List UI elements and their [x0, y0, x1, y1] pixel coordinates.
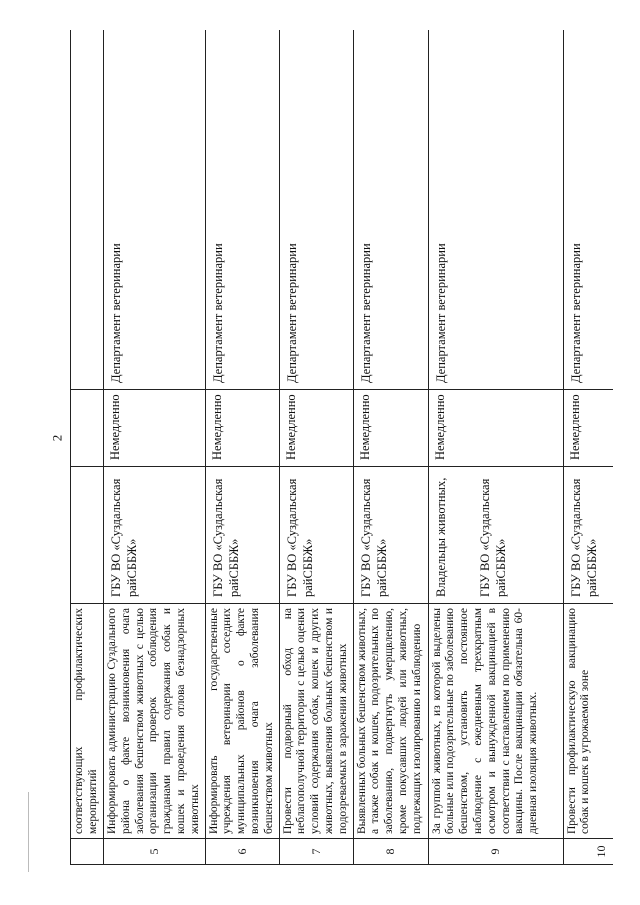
org-line: ГБУ ВО «Суздальская райСББЖ» — [568, 478, 599, 597]
row-term: Немедленно — [205, 390, 279, 467]
row-action: Информировать администрацию Суздального района о факте возникновения очага заболевания бешенством животных с целью организации проверок соблюдения гражданами правил содержания собак и кошек и проведения отлова безнадзорных животных — [104, 604, 206, 839]
row-action: соответствующих профилактических мероприятий — [71, 604, 104, 839]
page-number: 2 — [49, 434, 65, 442]
org-spacer — [449, 473, 477, 597]
row-responsible: Департамент ветеринарии — [353, 30, 428, 390]
table-row — [205, 30, 279, 865]
table-row — [428, 30, 563, 865]
table-row — [353, 30, 428, 865]
row-action: За группой животных, из которой выделены больные или подозрительные по заболеванию бешенством, установить постоянное наблюдение с ежедневным трехкратным осмотром и вынужденной вакцинацией в соответствии с наставлением по применению вакцины. После вакцинации обязательна 60-дневная изоляция животных. — [428, 604, 563, 839]
org-line: ГБУ ВО «Суздальская райСББЖ» — [284, 478, 315, 597]
row-responsible: Департамент ветеринарии — [428, 30, 563, 390]
row-responsible: Департамент ветеринарии — [205, 30, 279, 390]
row-number: 8 — [353, 839, 428, 865]
org-line: ГБУ ВО «Суздальская райСББЖ» — [109, 478, 140, 597]
measures-table — [70, 30, 613, 865]
row-org — [279, 467, 353, 604]
org-line: ГБУ ВО «Суздальская райСББЖ» — [358, 478, 389, 597]
row-action: Провести подворный обход на неблагополучной территории с целью оценки условий содержания собак, кошек и других животных, выявления больных бешенством и подозреваемых в заражении животных — [279, 604, 353, 839]
row-number: 6 — [205, 839, 279, 865]
row-term: Немедленно — [563, 390, 613, 467]
row-term: Немедленно — [279, 390, 353, 467]
row-action: Выявленных больных бешенством животных, а также собак и кошек, подозрительных по заболеванию, подвергнуть умерщвлению, кроме покусавших людей или животных, подлежащих изолированию и наблюдению — [353, 604, 428, 839]
row-org — [104, 467, 206, 604]
org-line: ГБУ ВО «Суздальская райСББЖ» — [477, 478, 509, 597]
table-row — [279, 30, 353, 865]
table-row — [104, 30, 206, 865]
row-org — [71, 467, 104, 604]
row-number: 7 — [279, 839, 353, 865]
row-responsible: Департамент ветеринарии — [563, 30, 613, 390]
rotated-page — [70, 30, 613, 865]
row-org — [353, 467, 428, 604]
margin-mark — [28, 792, 29, 872]
org-line: Владельцы животных, — [433, 477, 448, 597]
table-row — [563, 30, 613, 865]
row-responsible: Департамент ветеринарии — [279, 30, 353, 390]
row-term: Немедленно — [104, 390, 206, 467]
row-responsible: Департамент ветеринарии — [104, 30, 206, 390]
table-viewport — [70, 30, 613, 865]
row-term: Немедленно — [428, 390, 563, 467]
row-number — [71, 839, 104, 865]
row-action: Информировать государственные учреждения ветеринарии соседних муниципальных районов о факте возникновения очага заболевания бешенством животных — [205, 604, 279, 839]
row-action: Провести профилактическую вакцинацию собак и кошек в угрожаемой зоне — [563, 604, 613, 839]
row-number: 9 — [428, 839, 563, 865]
row-number: 5 — [104, 839, 206, 865]
table-row-header-continuation — [71, 30, 104, 865]
row-org — [205, 467, 279, 604]
row-responsible — [71, 30, 104, 390]
row-term — [71, 390, 104, 467]
org-line: ГБУ ВО «Суздальская райСББЖ» — [210, 478, 241, 597]
row-org — [563, 467, 613, 604]
row-org — [428, 467, 563, 604]
row-number: 10 — [563, 839, 613, 865]
row-term: Немедленно — [353, 390, 428, 467]
